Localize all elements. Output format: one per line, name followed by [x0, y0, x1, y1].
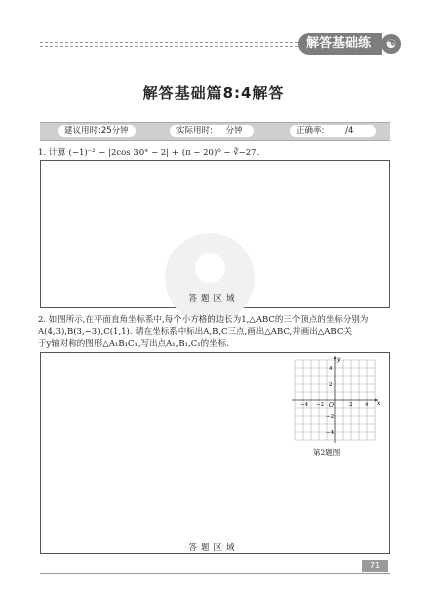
x-tick-label: −4 — [300, 402, 309, 408]
y-tick-label: 4 — [329, 366, 333, 372]
y-tick-label: −4 — [326, 430, 335, 436]
timing-bar — [40, 122, 390, 141]
header-divider-2 — [40, 46, 298, 47]
x-tick-label: 2 — [349, 402, 353, 408]
badge-logo-icon: ☯ — [381, 34, 401, 54]
question-2-line-2: A(4,3),B(3,−3),C(1,1). 请在坐标系中标出A,B,C三点,画出△ABC,并画出△ABC关 — [38, 327, 352, 337]
section-badge: 解答基础练 — [298, 33, 382, 55]
actual-time-field — [170, 125, 254, 137]
answer-area-1-label: 答题区域 — [188, 294, 239, 304]
actual-time-label: 实际用时: — [176, 126, 213, 136]
y-axis-label: y — [337, 356, 341, 363]
question-1: 1. 计算 (−1)⁻² − |2cos 30° − 2| + (π − 20)⁰ − ∛−27. — [38, 148, 260, 158]
y-tick-label: 2 — [329, 382, 333, 388]
x-axis-label: x — [377, 400, 381, 407]
footer-divider — [40, 573, 390, 574]
actual-time-unit: 分钟 — [225, 126, 243, 136]
page-number: 71 — [362, 560, 388, 572]
accuracy-value: /4 — [345, 126, 354, 136]
accuracy-label: 正确率: — [296, 126, 325, 136]
question-2-line-3: 于y轴对称的图形△A₁B₁C₁,写出点A₁,B₁,C₁的坐标. — [38, 339, 229, 349]
answer-area-2-label: 答题区域 — [188, 543, 239, 553]
coordinate-grid — [290, 355, 380, 445]
question-2-line-1: 2. 如图所示,在平面直角坐标系中,每个小方格的边长为1,△ABC的三个顶点的坐标分别为 — [38, 315, 369, 325]
page-title: 解答基础篇8:4解答 — [142, 84, 285, 102]
accuracy-field — [290, 125, 376, 137]
origin-label: O — [329, 402, 334, 409]
watermark-logo-inner — [195, 253, 225, 283]
figure-caption: 第2题图 — [313, 448, 341, 457]
x-tick-label: −2 — [316, 402, 325, 408]
x-tick-label: 4 — [365, 402, 369, 408]
suggested-time: 建议用时:25分钟 — [58, 125, 136, 137]
y-tick-label: −2 — [326, 414, 335, 420]
header-divider — [40, 42, 298, 43]
